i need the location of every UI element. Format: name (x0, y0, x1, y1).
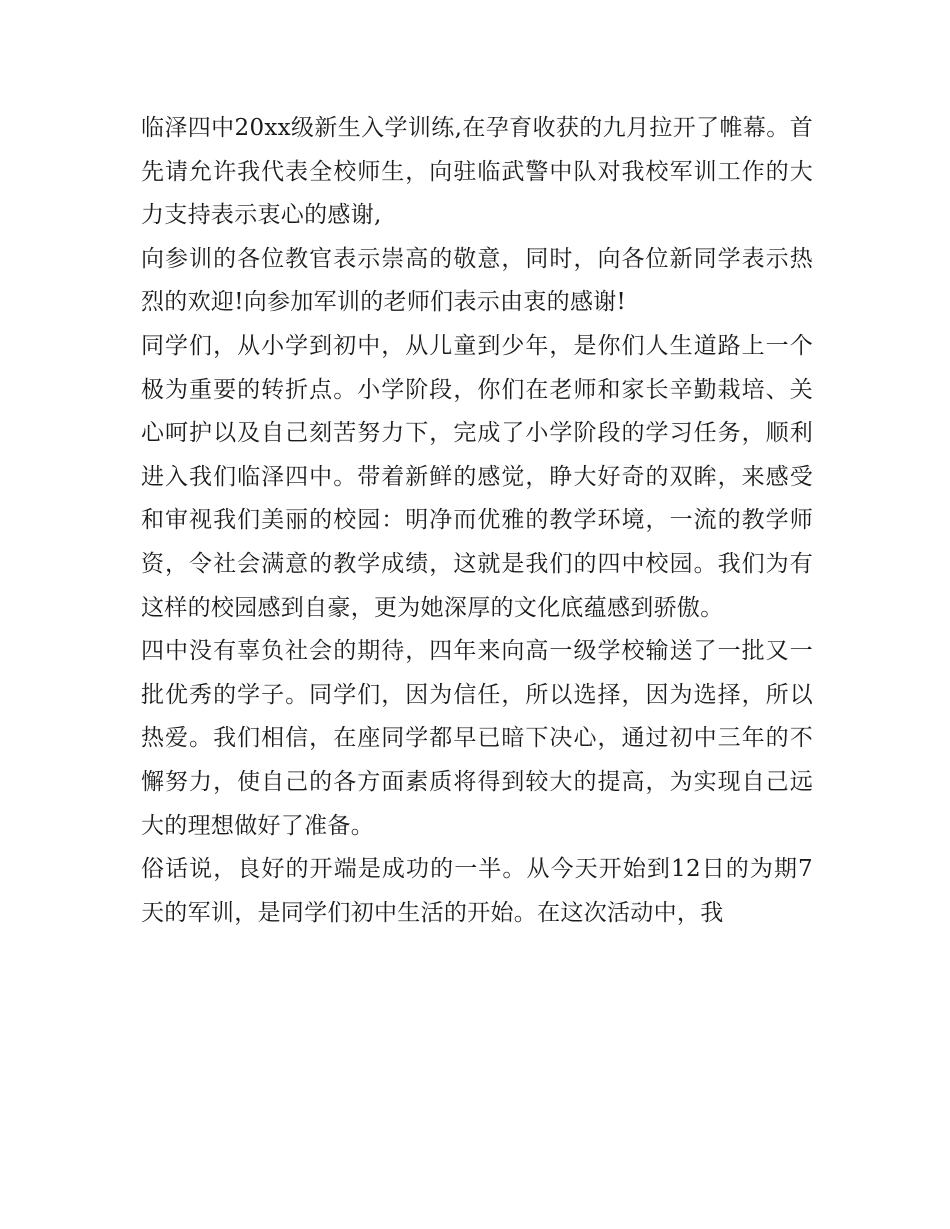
paragraph-4: 四中没有辜负社会的期待，四年来向高一级学校输送了一批又一批优秀的学子。同学们，因为信任，所以选择，因为选择，所以热爱。我们相信，在座同学都早已暗下决心，通过初中三年的不懈努力，使自己的各方面素质将得到较大的提高，为实现自己远大的理想做好了准备。 (141, 638, 813, 839)
document-body (141, 107, 813, 935)
paragraph-3: 同学们，从小学到初中，从儿童到少年，是你们人生道路上一个极为重要的转折点。小学阶段，你们在老师和家长辛勤栽培、关心呵护以及自己刻苦努力下，完成了小学阶段的学习任务，顺利进入我们临泽四中。带着新鲜的感觉，睁大好奇的双眸，来感受和审视我们美丽的校园：明净而优雅的教学环境，一流的教学师资，令社会满意的教学成绩，这就是我们的四中校园。我们为有这样的校园感到自豪，更为她深厚的文化底蕴感到骄傲。 (141, 332, 813, 621)
paragraph-2: 向参训的各位教官表示崇高的敬意，同时，向各位新同学表示热烈的欢迎!向参加军训的老师们表示由衷的感谢! (141, 245, 813, 316)
paragraph-1: 临泽四中20xx级新生入学训练,在孕育收获的九月拉开了帷幕。首先请允许我代表全校师生，向驻临武警中队对我校军训工作的大力支持表示衷心的感谢, (141, 115, 813, 229)
paragraph-5: 俗话说，良好的开端是成功的一半。从今天开始到12日的为期7天的军训，是同学们初中生活的开始。在这次活动中，我 (141, 856, 813, 926)
